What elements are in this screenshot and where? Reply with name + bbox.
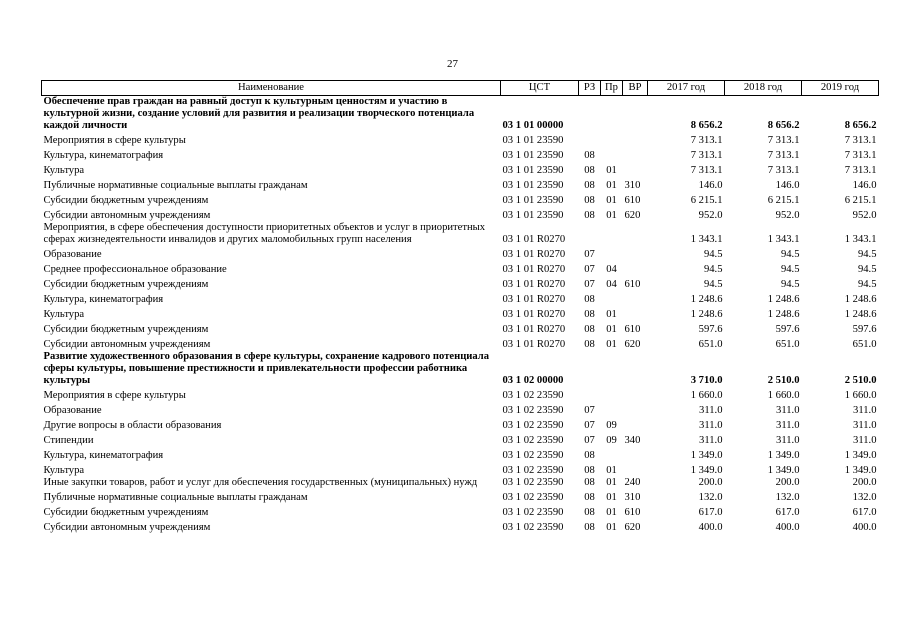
cell-2017: 94.5 [703, 264, 723, 275]
cell-cst: 03 1 01 R0270 [502, 309, 566, 320]
cell-pr: 01 [606, 477, 617, 488]
table-row [42, 336, 879, 351]
table-row [42, 387, 879, 402]
table-row [42, 477, 879, 489]
cell-rz: 08 [584, 165, 595, 176]
cell-2017: 1 248.6 [690, 294, 723, 305]
cell-2018: 651.0 [775, 339, 800, 350]
header-cst: ЦСТ [501, 81, 579, 96]
cell-2018: 1 343.1 [767, 234, 800, 245]
cell-rz [579, 351, 601, 387]
table-row [42, 447, 879, 462]
cell-vr [623, 222, 648, 246]
cell-2019: 311.0 [853, 420, 877, 431]
cell-vr [623, 96, 648, 133]
cell-2018: 952.0 [775, 210, 800, 221]
cell-2019: 311.0 [853, 405, 877, 416]
table-row [42, 291, 879, 306]
cell-2018: 311.0 [776, 435, 800, 446]
table-row [42, 351, 879, 387]
cell-rz: 08 [584, 150, 595, 161]
table-row [42, 207, 879, 222]
cell-pr: 01 [606, 165, 617, 176]
cell-2018: 597.6 [775, 324, 800, 335]
cell-cst: 03 1 02 00000 [502, 375, 564, 386]
cell-name: Субсидии бюджетным учреждениям [43, 507, 209, 518]
cell-name: Культура, кинематография [43, 450, 164, 461]
cell-pr [601, 387, 623, 402]
cell-vr [623, 147, 648, 162]
cell-2018: 94.5 [780, 264, 800, 275]
cell-rz: 08 [584, 324, 595, 335]
cell-vr: 610 [624, 507, 641, 518]
cell-pr [601, 246, 623, 261]
table-row [42, 96, 879, 133]
table-row [42, 321, 879, 336]
cell-2018: 6 215.1 [767, 195, 800, 206]
budget-table [41, 80, 879, 534]
cell-rz: 08 [584, 507, 595, 518]
cell-2017: 597.6 [698, 324, 723, 335]
cell-rz: 07 [584, 279, 595, 290]
cell-2019: 7 313.1 [844, 150, 877, 161]
cell-cst: 03 1 01 R0270 [502, 294, 566, 305]
cell-vr: 620 [624, 522, 641, 533]
cell-pr [601, 351, 623, 387]
cell-vr [623, 261, 648, 276]
cell-2017: 200.0 [698, 477, 723, 488]
cell-pr: 01 [606, 210, 617, 221]
cell-name: Другие вопросы в области образования [43, 420, 222, 431]
cell-rz: 07 [584, 405, 595, 416]
cell-pr [601, 147, 623, 162]
table-row [42, 504, 879, 519]
cell-2018: 132.0 [775, 492, 800, 503]
cell-cst: 03 1 02 23590 [502, 465, 564, 476]
cell-2017: 311.0 [699, 435, 723, 446]
header-pr: Пр [601, 81, 623, 96]
cell-name: Образование [43, 405, 102, 416]
table-row [42, 489, 879, 504]
cell-vr [623, 291, 648, 306]
cell-2019: 651.0 [852, 339, 877, 350]
cell-rz [579, 222, 601, 246]
cell-pr [601, 291, 623, 306]
table-row [42, 222, 879, 246]
cell-vr [623, 462, 648, 477]
cell-vr [623, 387, 648, 402]
cell-cst: 03 1 01 R0270 [502, 279, 566, 290]
cell-name: Мероприятия, в сфере обеспечения доступности приоритетных объектов и услуг в приоритетных сферах жизнедеятельности инвалидов и других маломобильных групп населения [43, 222, 486, 245]
cell-name: Субсидии бюджетным учреждениям [43, 195, 209, 206]
header-name: Наименование [42, 81, 501, 96]
cell-name: Субсидии автономным учреждениям [43, 339, 211, 350]
cell-2019: 2 510.0 [844, 375, 877, 386]
cell-cst: 03 1 02 23590 [502, 405, 564, 416]
cell-vr: 610 [624, 279, 641, 290]
cell-2019: 7 313.1 [844, 165, 877, 176]
cell-2017: 146.0 [698, 180, 723, 191]
cell-name: Культура [43, 165, 85, 176]
cell-pr [601, 447, 623, 462]
cell-rz: 08 [584, 180, 595, 191]
cell-pr [601, 402, 623, 417]
cell-name: Развитие художественного образования в сфере культуры, сохранение кадрового потенциала сферы культуры, повышение престижности и привлекательности профессии работника культуры [43, 351, 490, 386]
cell-name: Культура [43, 309, 85, 320]
cell-2018: 1 660.0 [767, 390, 800, 401]
cell-2017: 1 349.0 [690, 465, 723, 476]
cell-name: Субсидии автономным учреждениям [43, 522, 211, 533]
cell-pr [601, 96, 623, 133]
cell-cst: 03 1 02 23590 [502, 435, 564, 446]
cell-2019: 7 313.1 [844, 135, 877, 146]
cell-2017: 8 656.2 [690, 120, 723, 131]
cell-vr [623, 246, 648, 261]
cell-name: Культура, кинематография [43, 150, 164, 161]
cell-pr: 09 [606, 435, 617, 446]
cell-rz: 08 [584, 477, 595, 488]
cell-2019: 1 349.0 [844, 450, 877, 461]
cell-cst: 03 1 01 23590 [502, 210, 564, 221]
cell-rz [579, 132, 601, 147]
cell-rz: 08 [584, 450, 595, 461]
cell-2018: 94.5 [780, 249, 800, 260]
table-row [42, 432, 879, 447]
cell-2018: 146.0 [775, 180, 800, 191]
table-header-row [42, 81, 879, 96]
cell-pr: 09 [606, 420, 617, 431]
cell-cst: 03 1 02 23590 [502, 522, 564, 533]
cell-2018: 1 349.0 [767, 450, 800, 461]
cell-vr [623, 447, 648, 462]
cell-cst: 03 1 02 23590 [502, 420, 564, 431]
cell-vr: 610 [624, 195, 641, 206]
cell-vr: 310 [624, 492, 641, 503]
header-vr: ВР [623, 81, 648, 96]
cell-name: Публичные нормативные социальные выплаты гражданам [43, 492, 308, 503]
cell-pr: 04 [606, 264, 617, 275]
cell-rz [579, 387, 601, 402]
cell-name: Культура [43, 465, 85, 476]
cell-2019: 94.5 [857, 279, 877, 290]
cell-vr: 240 [624, 477, 641, 488]
cell-rz: 08 [584, 195, 595, 206]
cell-2018: 617.0 [775, 507, 800, 518]
cell-cst: 03 1 01 R0270 [502, 324, 566, 335]
cell-pr: 01 [606, 309, 617, 320]
table-row [42, 147, 879, 162]
cell-cst: 03 1 01 23590 [502, 165, 564, 176]
cell-name: Стипендии [43, 435, 94, 446]
cell-2019: 132.0 [852, 492, 877, 503]
cell-2018: 7 313.1 [767, 165, 800, 176]
cell-2017: 400.0 [698, 522, 723, 533]
cell-2017: 94.5 [703, 279, 723, 290]
cell-2017: 7 313.1 [690, 135, 723, 146]
cell-cst: 03 1 02 23590 [502, 492, 564, 503]
table-row [42, 519, 879, 534]
cell-2018: 7 313.1 [767, 150, 800, 161]
cell-2019: 1 248.6 [844, 309, 877, 320]
cell-vr [623, 402, 648, 417]
cell-2017: 311.0 [699, 420, 723, 431]
cell-2017: 94.5 [703, 249, 723, 260]
cell-name: Культура, кинематография [43, 294, 164, 305]
cell-cst: 03 1 01 R0270 [502, 234, 566, 245]
table-row [42, 462, 879, 477]
cell-rz: 07 [584, 249, 595, 260]
cell-pr: 01 [606, 180, 617, 191]
cell-cst: 03 1 01 23590 [502, 180, 564, 191]
cell-cst: 03 1 01 00000 [502, 120, 564, 131]
cell-2018: 94.5 [780, 279, 800, 290]
cell-name: Субсидии бюджетным учреждениям [43, 279, 209, 290]
cell-name: Мероприятия в сфере культуры [43, 390, 186, 401]
table-row [42, 402, 879, 417]
table-row [42, 417, 879, 432]
cell-cst: 03 1 01 23590 [502, 150, 564, 161]
cell-pr: 01 [606, 324, 617, 335]
cell-name: Мероприятия в сфере культуры [43, 135, 186, 146]
cell-cst: 03 1 02 23590 [502, 390, 564, 401]
cell-2019: 8 656.2 [844, 120, 877, 131]
cell-2017: 132.0 [698, 492, 723, 503]
cell-pr [601, 222, 623, 246]
cell-vr [623, 351, 648, 387]
header-rz: РЗ [579, 81, 601, 96]
cell-vr [623, 132, 648, 147]
table-row [42, 162, 879, 177]
table-row [42, 276, 879, 291]
cell-2017: 311.0 [699, 405, 723, 416]
cell-rz [579, 96, 601, 133]
cell-name: Публичные нормативные социальные выплаты гражданам [43, 180, 308, 191]
cell-name: Обеспечение прав граждан на равный доступ к культурным ценностям и участию в культурной жизни, создание условий для развития и реализации творческого потенциала каждой личности [43, 96, 475, 131]
cell-vr [623, 417, 648, 432]
table-row [42, 261, 879, 276]
cell-2018: 8 656.2 [767, 120, 800, 131]
cell-cst: 03 1 01 R0270 [502, 249, 566, 260]
cell-pr: 01 [606, 195, 617, 206]
cell-cst: 03 1 01 23590 [502, 195, 564, 206]
cell-2017: 7 313.1 [690, 150, 723, 161]
cell-rz: 07 [584, 420, 595, 431]
cell-pr: 01 [606, 339, 617, 350]
cell-2019: 94.5 [857, 264, 877, 275]
cell-pr [601, 132, 623, 147]
cell-name: Иные закупки товаров, работ и услуг для обеспечения государственных (муниципальных) нужд [43, 477, 478, 488]
cell-rz: 08 [584, 294, 595, 305]
cell-rz: 07 [584, 264, 595, 275]
cell-2018: 200.0 [775, 477, 800, 488]
cell-rz: 07 [584, 435, 595, 446]
cell-2018: 311.0 [776, 420, 800, 431]
cell-pr: 04 [606, 279, 617, 290]
cell-2018: 311.0 [776, 405, 800, 416]
cell-2019: 400.0 [852, 522, 877, 533]
cell-2019: 1 248.6 [844, 294, 877, 305]
cell-vr: 620 [624, 210, 641, 221]
cell-2019: 1 343.1 [844, 234, 877, 245]
cell-rz: 08 [584, 465, 595, 476]
cell-2019: 952.0 [852, 210, 877, 221]
cell-2017: 1 660.0 [690, 390, 723, 401]
cell-2017: 3 710.0 [690, 375, 723, 386]
cell-name: Субсидии бюджетным учреждениям [43, 324, 209, 335]
cell-cst: 03 1 01 23590 [502, 135, 564, 146]
cell-cst: 03 1 01 R0270 [502, 264, 566, 275]
cell-vr: 620 [624, 339, 641, 350]
header-2017: 2017 год [648, 81, 725, 96]
cell-rz: 08 [584, 339, 595, 350]
cell-2019: 146.0 [852, 180, 877, 191]
cell-rz: 08 [584, 522, 595, 533]
cell-rz: 08 [584, 492, 595, 503]
cell-2019: 617.0 [852, 507, 877, 518]
cell-cst: 03 1 02 23590 [502, 450, 564, 461]
cell-vr [623, 162, 648, 177]
cell-vr [623, 306, 648, 321]
cell-vr: 340 [624, 435, 641, 446]
table-row [42, 246, 879, 261]
header-2019: 2019 год [802, 81, 879, 96]
cell-2019: 6 215.1 [844, 195, 877, 206]
cell-name: Среднее профессиональное образование [43, 264, 227, 275]
table-row [42, 177, 879, 192]
cell-cst: 03 1 02 23590 [502, 477, 564, 488]
table-row [42, 192, 879, 207]
cell-name: Образование [43, 249, 102, 260]
header-2018: 2018 год [725, 81, 802, 96]
cell-2018: 400.0 [775, 522, 800, 533]
cell-cst: 03 1 01 R0270 [502, 339, 566, 350]
cell-pr: 01 [606, 465, 617, 476]
cell-pr: 01 [606, 522, 617, 533]
cell-2018: 1 248.6 [767, 294, 800, 305]
cell-pr: 01 [606, 507, 617, 518]
cell-2017: 7 313.1 [690, 165, 723, 176]
cell-2018: 7 313.1 [767, 135, 800, 146]
cell-2017: 6 215.1 [690, 195, 723, 206]
cell-2017: 952.0 [698, 210, 723, 221]
cell-cst: 03 1 02 23590 [502, 507, 564, 518]
cell-2019: 1 660.0 [844, 390, 877, 401]
cell-2019: 94.5 [857, 249, 877, 260]
cell-name: Субсидии автономным учреждениям [43, 210, 211, 221]
table-row [42, 306, 879, 321]
cell-2018: 1 349.0 [767, 465, 800, 476]
cell-vr: 610 [624, 324, 641, 335]
cell-2017: 617.0 [698, 507, 723, 518]
cell-pr: 01 [606, 492, 617, 503]
cell-2018: 1 248.6 [767, 309, 800, 320]
cell-2017: 1 349.0 [690, 450, 723, 461]
cell-2017: 1 343.1 [690, 234, 723, 245]
cell-2017: 1 248.6 [690, 309, 723, 320]
cell-2017: 651.0 [698, 339, 723, 350]
cell-2019: 1 349.0 [844, 465, 877, 476]
cell-2019: 597.6 [852, 324, 877, 335]
table-row [42, 132, 879, 147]
cell-2019: 311.0 [853, 435, 877, 446]
cell-rz: 08 [584, 210, 595, 221]
cell-vr: 310 [624, 180, 641, 191]
cell-rz: 08 [584, 309, 595, 320]
cell-2018: 2 510.0 [767, 375, 800, 386]
cell-2019: 200.0 [852, 477, 877, 488]
page-number: 27 [447, 58, 458, 70]
